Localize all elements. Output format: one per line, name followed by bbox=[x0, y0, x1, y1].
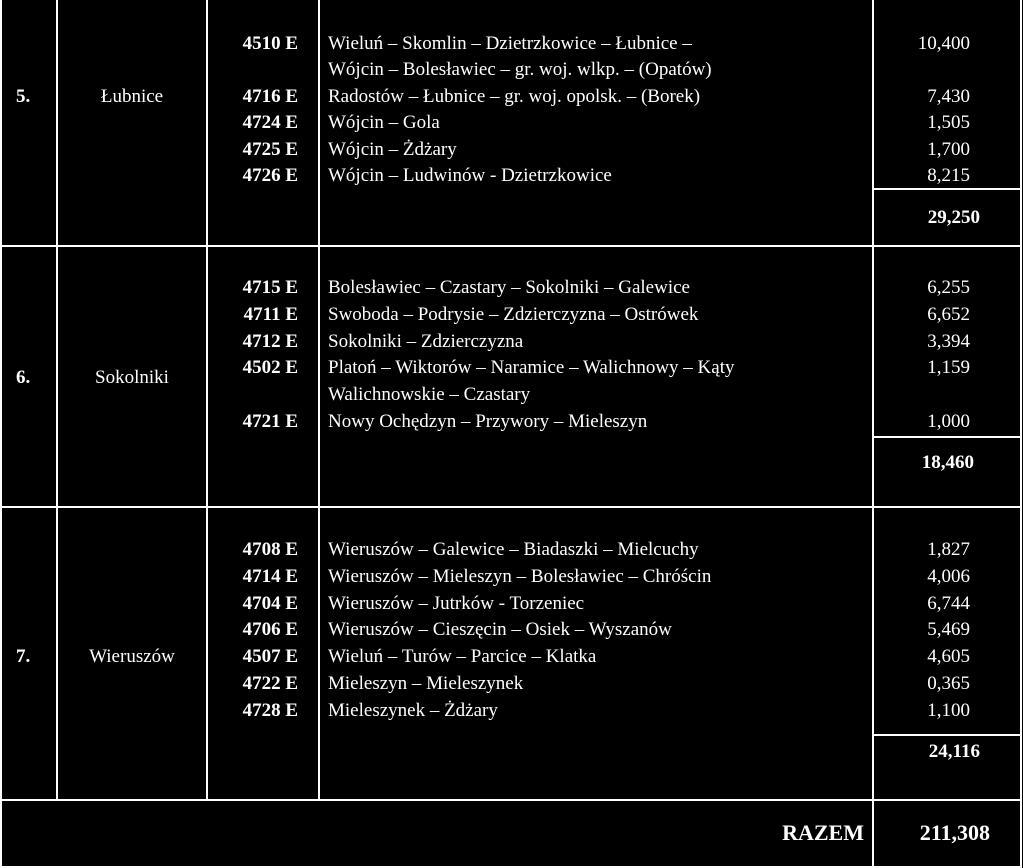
road-route: Wójcin – Ludwinów - Dzietrzkowice bbox=[328, 165, 612, 186]
subtotal-line-5 bbox=[872, 188, 1020, 190]
road-length: 1,100 bbox=[927, 700, 970, 721]
road-code: 4726 E bbox=[242, 165, 298, 186]
road-length: 0,365 bbox=[927, 673, 970, 694]
road-route: Wieluń – Skomlin – Dzietrzkowice – Łubnice – bbox=[328, 33, 692, 54]
road-length: 4,006 bbox=[927, 566, 970, 587]
road-length: 1,159 bbox=[927, 357, 970, 378]
road-code: 4711 E bbox=[243, 304, 298, 325]
road-length: 4,605 bbox=[927, 646, 970, 667]
road-route: Wieluń – Turów – Parcice – Klatka bbox=[328, 646, 597, 667]
col-line-1 bbox=[0, 0, 2, 868]
road-code: 4721 E bbox=[242, 411, 298, 432]
road-length: 1,505 bbox=[927, 112, 970, 133]
road-code: 4722 E bbox=[242, 673, 298, 694]
row-divider-7 bbox=[0, 799, 1022, 801]
road-length: 1,827 bbox=[927, 539, 970, 560]
section-total: 18,460 bbox=[921, 452, 974, 473]
road-code: 4704 E bbox=[242, 593, 298, 614]
road-length: 1,700 bbox=[927, 139, 970, 160]
section-name: Sokolniki bbox=[95, 367, 169, 388]
road-length: 8,215 bbox=[927, 165, 970, 186]
row-divider-6 bbox=[0, 506, 1022, 508]
section-number: 7. bbox=[16, 646, 31, 667]
road-route: Sokolniki – Zdzierczyzna bbox=[328, 331, 524, 352]
road-code: 4712 E bbox=[242, 331, 298, 352]
road-route: Wieruszów – Mieleszyn – Bolesławiec – Chróścin bbox=[328, 566, 712, 587]
road-route: Swoboda – Podrysie – Zdzierczyzna – Ostrówek bbox=[328, 304, 699, 325]
road-route: Wójcin – Żdżary bbox=[328, 139, 457, 160]
road-length: 7,430 bbox=[927, 86, 970, 107]
road-length: 1,000 bbox=[927, 411, 970, 432]
road-code: 4725 E bbox=[242, 139, 298, 160]
road-route: Bolesławiec – Czastary – Sokolniki – Galewice bbox=[328, 277, 690, 298]
col-line-4 bbox=[318, 0, 320, 800]
road-code: 4502 E bbox=[242, 357, 298, 378]
road-route-cont: Walichnowskie – Czastary bbox=[328, 384, 531, 405]
road-length: 10,400 bbox=[917, 33, 970, 54]
road-length: 5,469 bbox=[927, 619, 970, 640]
col-line-2 bbox=[56, 0, 58, 800]
road-route: Radostów – Łubnice – gr. woj. opolsk. – (Borek) bbox=[328, 86, 701, 107]
road-route: Mieleszyn – Mieleszynek bbox=[328, 673, 524, 694]
road-code: 4708 E bbox=[242, 539, 298, 560]
section-total: 24,116 bbox=[928, 741, 980, 762]
road-route-cont: Wójcin – Bolesławiec – gr. woj. wlkp. – (Opatów) bbox=[328, 59, 712, 80]
road-code: 4715 E bbox=[242, 277, 298, 298]
subtotal-line-7 bbox=[872, 734, 1020, 736]
section-total: 29,250 bbox=[927, 207, 980, 228]
section-number: 5. bbox=[16, 86, 31, 107]
road-code: 4510 E bbox=[242, 33, 298, 54]
road-code: 4714 E bbox=[242, 566, 298, 587]
road-code: 4716 E bbox=[242, 86, 298, 107]
road-length: 6,255 bbox=[927, 277, 970, 298]
col-line-6 bbox=[1020, 0, 1022, 868]
road-length: 6,652 bbox=[927, 304, 970, 325]
grand-total-value: 211,308 bbox=[919, 820, 990, 845]
road-code: 4507 E bbox=[242, 646, 298, 667]
road-route: Wieruszów – Jutrków - Torzeniec bbox=[328, 593, 585, 614]
subtotal-line-6 bbox=[872, 436, 1022, 438]
road-route: Wieruszów – Cieszęcin – Osiek – Wyszanów bbox=[328, 619, 672, 640]
road-length: 6,744 bbox=[927, 593, 970, 614]
road-code: 4706 E bbox=[242, 619, 298, 640]
section-name: Wieruszów bbox=[89, 646, 175, 667]
road-route: Platoń – Wiktorów – Naramice – Walichnowy – Kąty bbox=[328, 357, 735, 378]
road-length: 3,394 bbox=[927, 331, 970, 352]
row-divider-5 bbox=[0, 245, 1022, 247]
road-route: Mieleszynek – Żdżary bbox=[328, 700, 498, 721]
grand-total-label: RAZEM bbox=[782, 820, 864, 845]
road-route: Wójcin – Gola bbox=[328, 112, 440, 133]
road-route: Wieruszów – Galewice – Biadaszki – Mielcuchy bbox=[328, 539, 699, 560]
road-code: 4724 E bbox=[242, 112, 298, 133]
road-code: 4728 E bbox=[242, 700, 298, 721]
road-route: Nowy Ochędzyn – Przywory – Mieleszyn bbox=[328, 411, 648, 432]
section-name: Łubnice bbox=[100, 86, 164, 107]
section-number: 6. bbox=[16, 367, 31, 388]
